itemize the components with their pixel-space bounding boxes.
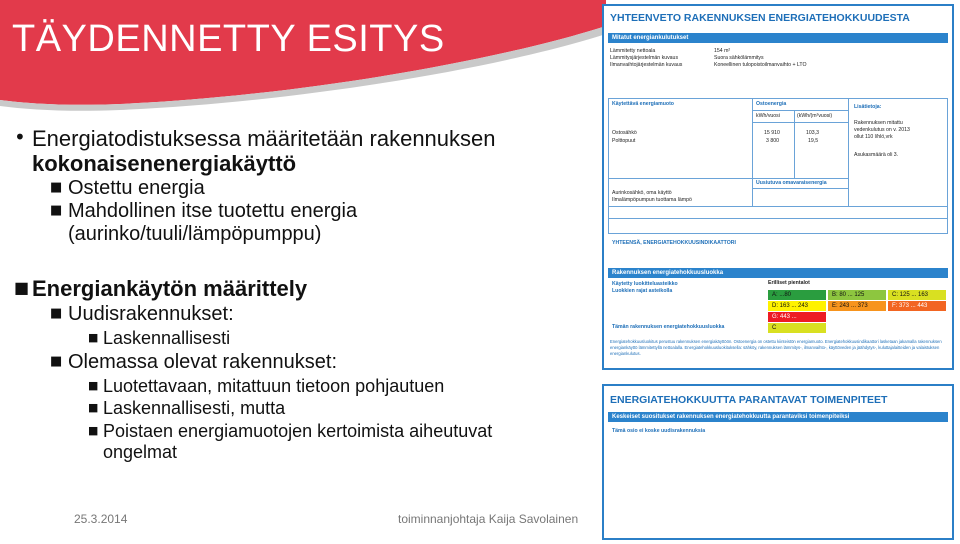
bullet-text: Olemassa olevat rakennukset:	[68, 350, 338, 373]
footer-date: 25.3.2014	[74, 512, 128, 526]
renewable-header: Uusiutuva omavaraisenergia	[756, 180, 827, 186]
bullet-text: ongelmat	[103, 441, 178, 462]
bullet-square-icon: ■	[50, 353, 63, 369]
bullet-square-icon: ■	[88, 423, 99, 437]
bought-energy-header: Ostoenergia	[756, 101, 787, 107]
improvements-title: ENERGIATEHOKKUUTTA PARANTAVAT TOIMENPITEET	[610, 394, 888, 406]
bullet-2-sub-2-item-2	[10, 398, 590, 419]
bullet-text: Luotettavaan, mitattuun tietoon pohjautuen	[103, 375, 445, 396]
bullet-text: Laskennallisesti	[103, 327, 231, 348]
energy-kwhm2: 19,5	[808, 138, 819, 144]
energy-class-d: D: 163 ... 243	[768, 301, 826, 311]
data-label: Ilmanvaihtojärjestelmän kuvaus	[610, 62, 683, 68]
note-line: ollut 110 l/hlö,vrk	[854, 134, 893, 140]
bullet-text-bold: kokonaisenenergiakäyttö	[32, 151, 297, 177]
bullet-2-sub-2-item-3	[10, 421, 590, 462]
class-text: Käytetty luokitteluasteikko	[612, 281, 678, 287]
bullet-text: Laskennallisesti, mutta	[103, 398, 286, 419]
renewable-row: Ilmalämpöpumpun tuottama lämpö	[612, 197, 692, 203]
used-energy-header: Käytettävä energiamuoto	[612, 101, 674, 107]
improvements-bar: Keskeiset suositukset rakennuksen energiatehokkuutta parantaviksi toimenpiteiksi	[608, 412, 948, 422]
bullet-2-sub-2	[10, 351, 590, 374]
renewable-row: Aurinkosähkö, oma käyttö	[612, 190, 672, 196]
energy-certificate	[602, 4, 954, 370]
bullet-text: Energiatodistuksessa määritetään rakennuksen	[32, 126, 496, 151]
class-section-bar: Rakennuksen energiatehokkuusluokka	[608, 268, 948, 278]
unit-kwh: kWh/vuosi	[756, 113, 780, 119]
note-line: Asukasmäärä oli 3.	[854, 152, 899, 158]
data-label: Lämmitysjärjestelmän kuvaus	[610, 55, 679, 61]
note-line: vedenkulutus on v. 2013	[854, 127, 910, 133]
bullet-text: Poistaen energiamuotojen kertoimista aiheutuvat	[103, 420, 493, 441]
certificate-data-bar: Mitatut energiankulutukset	[608, 33, 948, 43]
bullet-square-icon: ■	[88, 330, 99, 344]
total-label: YHTEENSÄ, ENERGIATEHOKKUUSINDIKAATTORI	[612, 240, 736, 246]
note-line: Rakennuksen mitattu	[854, 120, 903, 126]
certificate-title: YHTEENVETO RAKENNUKSEN ENERGIATEHOKKUUDESTA	[610, 12, 910, 24]
bullet-2-sub-2-item-1	[10, 376, 590, 397]
bullet-text: Ostettu energia	[68, 176, 205, 199]
bullet-1-sub-2	[10, 200, 590, 246]
bullet-2-sub-1	[10, 303, 590, 326]
bullet-2-sub-1-item-1	[10, 328, 590, 349]
bullet-text: Mahdollinen itse tuotettu energia	[68, 199, 358, 222]
energy-kwh: 3 800	[766, 138, 779, 144]
notes-header: Lisätietoja:	[854, 104, 882, 110]
footer-author: toiminnanjohtaja Kaija Savolainen	[398, 512, 579, 526]
bullet-dot-icon: •	[14, 125, 26, 149]
energy-class-c: C: 125 ... 163	[888, 290, 946, 300]
bullet-1-sub-1	[10, 177, 590, 200]
bullet-1	[10, 126, 590, 177]
bullet-2	[10, 276, 590, 301]
bullet-square-icon: ■	[50, 179, 63, 195]
data-label: Lämmitetty nettoala	[610, 48, 656, 54]
this-class-label: Tämän rakennuksen energiatehokkuusluokka	[612, 324, 725, 330]
bullet-list	[10, 126, 590, 462]
unit-kwhm2: (kWh/(m²vuosi)	[797, 113, 833, 119]
energy-class-f: F: 373 ... 443	[888, 301, 946, 311]
improvements-note: Tämä osio ei koske uudisrakennuksia	[612, 428, 706, 434]
bullet-square-icon: ■	[88, 378, 99, 392]
this-class-value: C	[768, 323, 826, 333]
improvements-box	[602, 384, 954, 540]
bullet-square-icon: ■	[50, 305, 63, 321]
energy-class-e: E: 243 ... 373	[828, 301, 886, 311]
slide-title: TÄYDENNETTY ESITYS	[12, 18, 445, 60]
class-scale-title: Erilliset pientalot	[768, 280, 810, 286]
bullet-square-icon: ■	[50, 202, 63, 218]
energy-kwh: 15 910	[764, 130, 780, 136]
bullet-text: Uudisrakennukset:	[68, 302, 234, 325]
class-text: Luokkien rajat asteikolla	[612, 288, 673, 294]
data-value: Suora sähkölämmitys	[714, 55, 764, 61]
data-value: Koneellinen tulopoistoilmanvaihto + LTO	[714, 62, 807, 68]
energy-class-b: B: 80 ... 125	[828, 290, 886, 300]
bullet-square-icon: ■	[14, 277, 30, 297]
certificate-fine-print: Energiatehokkuusluokitus perustuu rakennuksen energiakäyttöön. Ostoenergia on ostettu kiinteistön energiamuoto. Energiatehokkuusindikaattori lasketaan jakamalla rakennuksen energiankäyttö lämmitettyllä nettoalalla. Energiatehokkuusluokituksella: sähköy, rakennuksen lämmitys-, ilmanvaihto-, käyttöveden ja jäähdytys-, kuluttajalaitteiden ja valaistuksen energiankulutus.	[610, 339, 942, 356]
bullet-text: (aurinko/tuuli/lämpöpumppu)	[68, 222, 322, 245]
bullet-square-icon: ■	[88, 401, 99, 415]
energy-row-label: Polttopuut	[612, 138, 636, 144]
energy-class-a: A: ...80	[768, 290, 826, 300]
energy-kwhm2: 103,3	[806, 130, 819, 136]
data-value: 154 m²	[714, 48, 731, 54]
bullet-text-bold: Energiankäytön määrittely	[32, 275, 308, 301]
energy-row-label: Ostosähkö	[612, 130, 637, 136]
energy-class-g: G: 443 ...	[768, 312, 826, 322]
